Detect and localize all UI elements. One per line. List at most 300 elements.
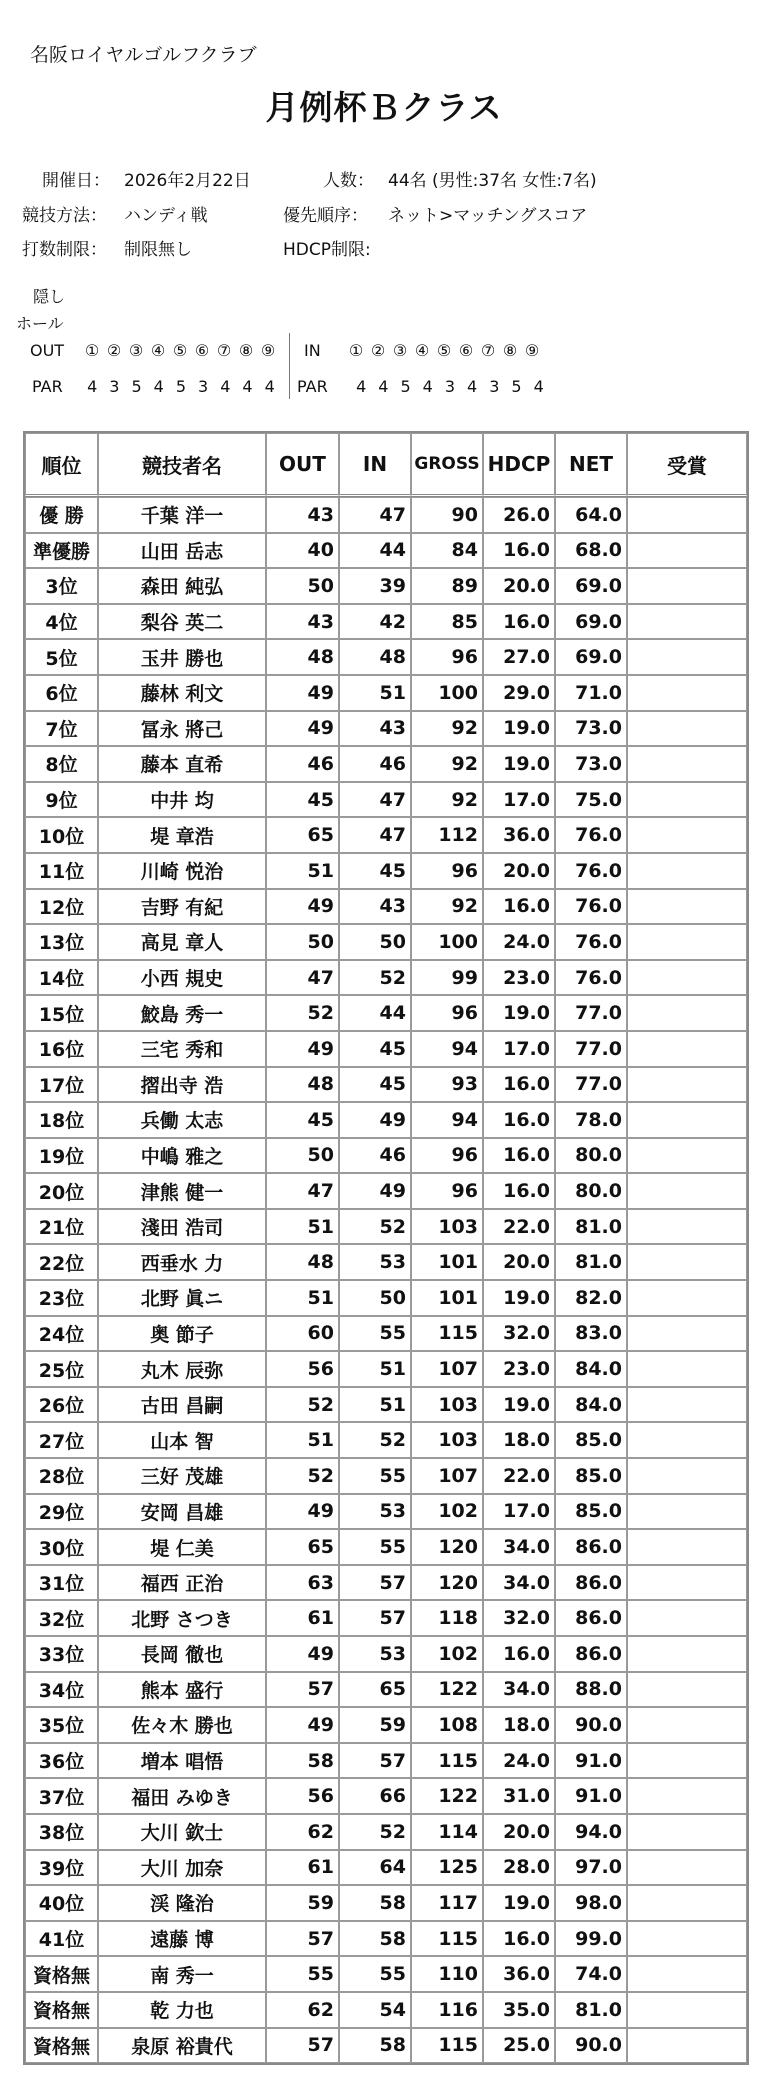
rank-cell: 37位	[25, 1778, 98, 1814]
out-score-cell: 61	[266, 1600, 339, 1636]
player-name-cell: 大川 欽士	[98, 1814, 266, 1850]
gross-score-cell: 108	[411, 1707, 483, 1743]
net-score-cell: 76.0	[555, 924, 627, 960]
player-name-cell: 熊本 盛行	[98, 1672, 266, 1708]
rank-cell: 31位	[25, 1565, 98, 1601]
in-score-cell: 51	[339, 675, 411, 711]
award-cell	[627, 746, 747, 782]
player-name-cell: 乾 力也	[98, 1992, 266, 2028]
table-row	[25, 960, 747, 996]
rank-cell: 25位	[25, 1351, 98, 1387]
in-hole-marker: ⑧	[502, 341, 518, 360]
in-hole-marker: ⑨	[524, 341, 540, 360]
table-row	[25, 1565, 747, 1601]
hdcp-cell: 18.0	[483, 1422, 555, 1458]
out-hole-marker: ⑥	[194, 341, 210, 360]
header-in: IN	[339, 433, 411, 497]
out-score-cell: 51	[266, 1280, 339, 1316]
rank-cell: 10位	[25, 817, 98, 853]
rank-cell: 優 勝	[25, 497, 98, 533]
player-name-cell: 奥 節子	[98, 1316, 266, 1352]
table-row	[25, 1921, 747, 1957]
out-score-cell: 43	[266, 497, 339, 533]
table-row	[25, 1280, 747, 1316]
player-name-cell: 大川 加奈	[98, 1850, 266, 1886]
in-score-cell: 45	[339, 1031, 411, 1067]
in-hole-marker: ⑦	[480, 341, 496, 360]
rank-cell: 13位	[25, 924, 98, 960]
gross-score-cell: 93	[411, 1067, 483, 1103]
in-score-cell: 55	[339, 1458, 411, 1494]
in-score-cell: 57	[339, 1565, 411, 1601]
table-row	[25, 817, 747, 853]
player-name-cell: 中井 均	[98, 782, 266, 818]
out-score-cell: 43	[266, 604, 339, 640]
in-score-cell: 42	[339, 604, 411, 640]
player-name-cell: 鮫島 秀一	[98, 995, 266, 1031]
gross-score-cell: 122	[411, 1778, 483, 1814]
out-score-cell: 51	[266, 853, 339, 889]
table-row	[25, 711, 747, 747]
net-score-cell: 85.0	[555, 1494, 627, 1530]
out-score-cell: 56	[266, 1351, 339, 1387]
table-row	[25, 924, 747, 960]
player-name-cell: 山本 智	[98, 1422, 266, 1458]
header-name: 競技者名	[98, 433, 266, 497]
in-holes-row	[304, 341, 543, 360]
table-row	[25, 1102, 747, 1138]
gross-score-cell: 112	[411, 817, 483, 853]
net-score-cell: 90.0	[555, 1707, 627, 1743]
gross-score-cell: 89	[411, 568, 483, 604]
hdcp-cell: 22.0	[483, 1209, 555, 1245]
out-score-cell: 60	[266, 1316, 339, 1352]
out-par-value: 5	[131, 377, 142, 396]
award-cell	[627, 675, 747, 711]
out-score-cell: 47	[266, 960, 339, 996]
net-score-cell: 77.0	[555, 995, 627, 1031]
in-score-cell: 43	[339, 711, 411, 747]
in-score-cell: 44	[339, 995, 411, 1031]
player-name-cell: 福西 正治	[98, 1565, 266, 1601]
out-par-value: 4	[264, 377, 275, 396]
hdcp-cell: 20.0	[483, 1814, 555, 1850]
priority-value: ネット>マッチングスコア	[388, 206, 588, 226]
stroke-limit-value: 制限無し	[124, 240, 192, 260]
award-cell	[627, 1600, 747, 1636]
award-cell	[627, 2028, 747, 2064]
in-par-value: 5	[511, 377, 522, 396]
player-name-cell: 泉原 裕貴代	[98, 2028, 266, 2064]
club-name: 名阪ロイヤルゴルフクラブ	[30, 44, 257, 66]
in-score-cell: 53	[339, 1494, 411, 1530]
gross-score-cell: 103	[411, 1209, 483, 1245]
out-score-cell: 50	[266, 1138, 339, 1174]
header-award: 受賞	[627, 433, 747, 497]
net-score-cell: 71.0	[555, 675, 627, 711]
award-cell	[627, 1387, 747, 1423]
in-score-cell: 64	[339, 1850, 411, 1886]
rank-cell: 9位	[25, 782, 98, 818]
gross-score-cell: 99	[411, 960, 483, 996]
player-name-cell: 北野 眞ニ	[98, 1280, 266, 1316]
net-score-cell: 68.0	[555, 533, 627, 569]
out-score-cell: 62	[266, 1992, 339, 2028]
award-cell	[627, 497, 747, 533]
award-cell	[627, 1209, 747, 1245]
hdcp-limit-label: HDCP制限:	[283, 240, 371, 260]
rank-cell: 資格無	[25, 1992, 98, 2028]
in-hole-marker: ⑥	[458, 341, 474, 360]
table-row	[25, 1031, 747, 1067]
table-row	[25, 1209, 747, 1245]
rank-cell: 22位	[25, 1244, 98, 1280]
in-par-value: 5	[400, 377, 411, 396]
in-score-cell: 52	[339, 960, 411, 996]
out-score-cell: 49	[266, 1707, 339, 1743]
gross-score-cell: 103	[411, 1387, 483, 1423]
hdcp-cell: 19.0	[483, 711, 555, 747]
hdcp-cell: 24.0	[483, 924, 555, 960]
table-row	[25, 1067, 747, 1103]
in-score-cell: 54	[339, 1992, 411, 2028]
hdcp-cell: 17.0	[483, 1494, 555, 1530]
gross-score-cell: 118	[411, 1600, 483, 1636]
table-row	[25, 889, 747, 925]
hdcp-cell: 16.0	[483, 1173, 555, 1209]
player-name-cell: 森田 純弘	[98, 568, 266, 604]
award-cell	[627, 960, 747, 996]
in-score-cell: 58	[339, 1921, 411, 1957]
table-row	[25, 639, 747, 675]
rank-cell: 3位	[25, 568, 98, 604]
hdcp-cell: 28.0	[483, 1850, 555, 1886]
out-score-cell: 51	[266, 1209, 339, 1245]
rank-cell: 38位	[25, 1814, 98, 1850]
in-score-cell: 55	[339, 1529, 411, 1565]
hdcp-cell: 34.0	[483, 1529, 555, 1565]
in-par-value: 4	[356, 377, 367, 396]
in-score-cell: 51	[339, 1387, 411, 1423]
rank-cell: 7位	[25, 711, 98, 747]
player-name-cell: 古田 昌嗣	[98, 1387, 266, 1423]
hdcp-cell: 16.0	[483, 533, 555, 569]
player-name-cell: 北野 さつき	[98, 1600, 266, 1636]
award-cell	[627, 1494, 747, 1530]
header-rank: 順位	[25, 433, 98, 497]
in-score-cell: 39	[339, 568, 411, 604]
hdcp-cell: 19.0	[483, 1280, 555, 1316]
net-score-cell: 77.0	[555, 1067, 627, 1103]
rank-cell: 26位	[25, 1387, 98, 1423]
award-cell	[627, 1067, 747, 1103]
out-score-cell: 48	[266, 1067, 339, 1103]
out-hole-marker: ⑦	[216, 341, 232, 360]
gross-score-cell: 115	[411, 2028, 483, 2064]
out-hole-marker: ③	[128, 341, 144, 360]
gross-score-cell: 96	[411, 1138, 483, 1174]
player-name-cell: 堤 章浩	[98, 817, 266, 853]
table-row	[25, 604, 747, 640]
table-row	[25, 1707, 747, 1743]
in-score-cell: 58	[339, 1885, 411, 1921]
player-name-cell: 玉井 勝也	[98, 639, 266, 675]
rank-cell: 18位	[25, 1102, 98, 1138]
award-cell	[627, 1672, 747, 1708]
out-score-cell: 52	[266, 995, 339, 1031]
award-cell	[627, 995, 747, 1031]
rank-cell: 39位	[25, 1850, 98, 1886]
table-row	[25, 497, 747, 533]
in-par-row	[297, 377, 550, 396]
in-score-cell: 52	[339, 1422, 411, 1458]
hdcp-cell: 16.0	[483, 1138, 555, 1174]
table-row	[25, 1244, 747, 1280]
in-score-cell: 57	[339, 1743, 411, 1779]
table-row	[25, 1956, 747, 1992]
award-cell	[627, 1565, 747, 1601]
rank-cell: 27位	[25, 1422, 98, 1458]
out-score-cell: 57	[266, 1672, 339, 1708]
table-row	[25, 1992, 747, 2028]
table-row	[25, 2028, 747, 2064]
rank-cell: 12位	[25, 889, 98, 925]
hdcp-cell: 22.0	[483, 1458, 555, 1494]
player-name-cell: 梨谷 英二	[98, 604, 266, 640]
award-cell	[627, 1956, 747, 1992]
net-score-cell: 99.0	[555, 1921, 627, 1957]
award-cell	[627, 1031, 747, 1067]
out-score-cell: 45	[266, 1102, 339, 1138]
award-cell	[627, 1814, 747, 1850]
out-score-cell: 47	[266, 1173, 339, 1209]
player-name-cell: 堤 仁美	[98, 1529, 266, 1565]
in-label: IN	[304, 341, 321, 360]
table-row	[25, 1672, 747, 1708]
award-cell	[627, 1885, 747, 1921]
in-score-cell: 65	[339, 1672, 411, 1708]
hdcp-cell: 25.0	[483, 2028, 555, 2064]
award-cell	[627, 639, 747, 675]
out-score-cell: 51	[266, 1422, 339, 1458]
out-par-value: 4	[220, 377, 231, 396]
gross-score-cell: 100	[411, 675, 483, 711]
player-name-cell: 川崎 悦治	[98, 853, 266, 889]
holes-divider	[289, 333, 290, 399]
award-cell	[627, 1102, 747, 1138]
gross-score-cell: 84	[411, 533, 483, 569]
rank-cell: 5位	[25, 639, 98, 675]
net-score-cell: 76.0	[555, 960, 627, 996]
table-row	[25, 1885, 747, 1921]
rank-cell: 20位	[25, 1173, 98, 1209]
in-hole-marker: ⑤	[436, 341, 452, 360]
out-score-cell: 46	[266, 746, 339, 782]
gross-score-cell: 117	[411, 1885, 483, 1921]
gross-score-cell: 101	[411, 1244, 483, 1280]
in-score-cell: 47	[339, 817, 411, 853]
rank-cell: 21位	[25, 1209, 98, 1245]
in-score-cell: 47	[339, 497, 411, 533]
hdcp-cell: 32.0	[483, 1600, 555, 1636]
rank-cell: 36位	[25, 1743, 98, 1779]
table-row	[25, 1387, 747, 1423]
rank-cell: 34位	[25, 1672, 98, 1708]
in-par-value: 4	[533, 377, 544, 396]
gross-score-cell: 100	[411, 924, 483, 960]
net-score-cell: 69.0	[555, 604, 627, 640]
net-score-cell: 82.0	[555, 1280, 627, 1316]
in-score-cell: 53	[339, 1636, 411, 1672]
award-cell	[627, 1422, 747, 1458]
method-label: 競技方法：	[22, 206, 107, 226]
net-score-cell: 69.0	[555, 639, 627, 675]
header-gross: GROSS	[411, 433, 483, 497]
hdcp-cell: 20.0	[483, 568, 555, 604]
gross-score-cell: 115	[411, 1316, 483, 1352]
table-row	[25, 1138, 747, 1174]
hdcp-cell: 17.0	[483, 1031, 555, 1067]
table-row	[25, 1422, 747, 1458]
player-name-cell: 津熊 健一	[98, 1173, 266, 1209]
header-hdcp: HDCP	[483, 433, 555, 497]
hdcp-cell: 35.0	[483, 1992, 555, 2028]
award-cell	[627, 889, 747, 925]
out-score-cell: 48	[266, 1244, 339, 1280]
award-cell	[627, 533, 747, 569]
award-cell	[627, 1743, 747, 1779]
gross-score-cell: 115	[411, 1921, 483, 1957]
award-cell	[627, 1173, 747, 1209]
out-par-row	[32, 377, 281, 396]
player-name-cell: 吉野 有紀	[98, 889, 266, 925]
rank-cell: 17位	[25, 1067, 98, 1103]
hidden-hole-label-2: ホール	[16, 314, 64, 333]
out-score-cell: 49	[266, 675, 339, 711]
award-cell	[627, 711, 747, 747]
out-score-cell: 61	[266, 1850, 339, 1886]
in-score-cell: 52	[339, 1209, 411, 1245]
out-score-cell: 59	[266, 1885, 339, 1921]
player-name-cell: 中嶋 雅之	[98, 1138, 266, 1174]
player-name-cell: 長岡 徹也	[98, 1636, 266, 1672]
net-score-cell: 80.0	[555, 1173, 627, 1209]
hdcp-cell: 19.0	[483, 1387, 555, 1423]
award-cell	[627, 1244, 747, 1280]
player-name-cell: 小西 規史	[98, 960, 266, 996]
gross-score-cell: 92	[411, 746, 483, 782]
net-score-cell: 88.0	[555, 1672, 627, 1708]
count-value: 44名 (男性:37名 女性:7名)	[388, 171, 597, 191]
gross-score-cell: 85	[411, 604, 483, 640]
results-table	[23, 431, 749, 2065]
award-cell	[627, 1636, 747, 1672]
table-row	[25, 1316, 747, 1352]
table-row	[25, 746, 747, 782]
hdcp-cell: 20.0	[483, 1244, 555, 1280]
in-score-cell: 55	[339, 1956, 411, 1992]
player-name-cell: 遠藤 博	[98, 1921, 266, 1957]
out-par-value: 3	[109, 377, 120, 396]
net-score-cell: 76.0	[555, 889, 627, 925]
net-score-cell: 78.0	[555, 1102, 627, 1138]
out-score-cell: 63	[266, 1565, 339, 1601]
in-score-cell: 66	[339, 1778, 411, 1814]
gross-score-cell: 114	[411, 1814, 483, 1850]
award-cell	[627, 1850, 747, 1886]
hdcp-cell: 16.0	[483, 889, 555, 925]
in-score-cell: 49	[339, 1173, 411, 1209]
award-cell	[627, 1778, 747, 1814]
player-name-cell: 摺出寺 浩	[98, 1067, 266, 1103]
hdcp-cell: 32.0	[483, 1316, 555, 1352]
out-score-cell: 40	[266, 533, 339, 569]
award-cell	[627, 1458, 747, 1494]
in-score-cell: 52	[339, 1814, 411, 1850]
rank-cell: 28位	[25, 1458, 98, 1494]
player-name-cell: 千葉 洋一	[98, 497, 266, 533]
gross-score-cell: 92	[411, 711, 483, 747]
gross-score-cell: 90	[411, 497, 483, 533]
net-score-cell: 86.0	[555, 1565, 627, 1601]
in-par-value: 3	[489, 377, 500, 396]
award-cell	[627, 853, 747, 889]
rank-cell: 19位	[25, 1138, 98, 1174]
award-cell	[627, 1992, 747, 2028]
header-out: OUT	[266, 433, 339, 497]
net-score-cell: 91.0	[555, 1743, 627, 1779]
header-net: NET	[555, 433, 627, 497]
in-score-cell: 43	[339, 889, 411, 925]
out-hole-marker: ④	[150, 341, 166, 360]
rank-cell: 8位	[25, 746, 98, 782]
rank-cell: 準優勝	[25, 533, 98, 569]
player-name-cell: 西垂水 力	[98, 1244, 266, 1280]
hdcp-cell: 18.0	[483, 1707, 555, 1743]
out-par-value: 4	[153, 377, 164, 396]
hdcp-cell: 16.0	[483, 1921, 555, 1957]
gross-score-cell: 107	[411, 1458, 483, 1494]
player-name-cell: 藤本 直希	[98, 746, 266, 782]
rank-cell: 29位	[25, 1494, 98, 1530]
net-score-cell: 73.0	[555, 746, 627, 782]
hdcp-cell: 23.0	[483, 1351, 555, 1387]
gross-score-cell: 92	[411, 782, 483, 818]
hdcp-cell: 19.0	[483, 746, 555, 782]
rank-cell: 15位	[25, 995, 98, 1031]
in-score-cell: 53	[339, 1244, 411, 1280]
hdcp-cell: 24.0	[483, 1743, 555, 1779]
net-score-cell: 84.0	[555, 1351, 627, 1387]
rank-cell: 24位	[25, 1316, 98, 1352]
gross-score-cell: 96	[411, 995, 483, 1031]
date-label: 開催日：	[42, 171, 110, 191]
in-hole-marker: ③	[392, 341, 408, 360]
table-row	[25, 1494, 747, 1530]
rank-cell: 40位	[25, 1885, 98, 1921]
in-score-cell: 55	[339, 1316, 411, 1352]
gross-score-cell: 94	[411, 1031, 483, 1067]
gross-score-cell: 110	[411, 1956, 483, 1992]
out-score-cell: 50	[266, 568, 339, 604]
out-score-cell: 57	[266, 1921, 339, 1957]
hdcp-cell: 20.0	[483, 853, 555, 889]
table-row	[25, 1351, 747, 1387]
out-score-cell: 58	[266, 1743, 339, 1779]
in-score-cell: 46	[339, 1138, 411, 1174]
table-row	[25, 1814, 747, 1850]
player-name-cell: 安岡 昌雄	[98, 1494, 266, 1530]
